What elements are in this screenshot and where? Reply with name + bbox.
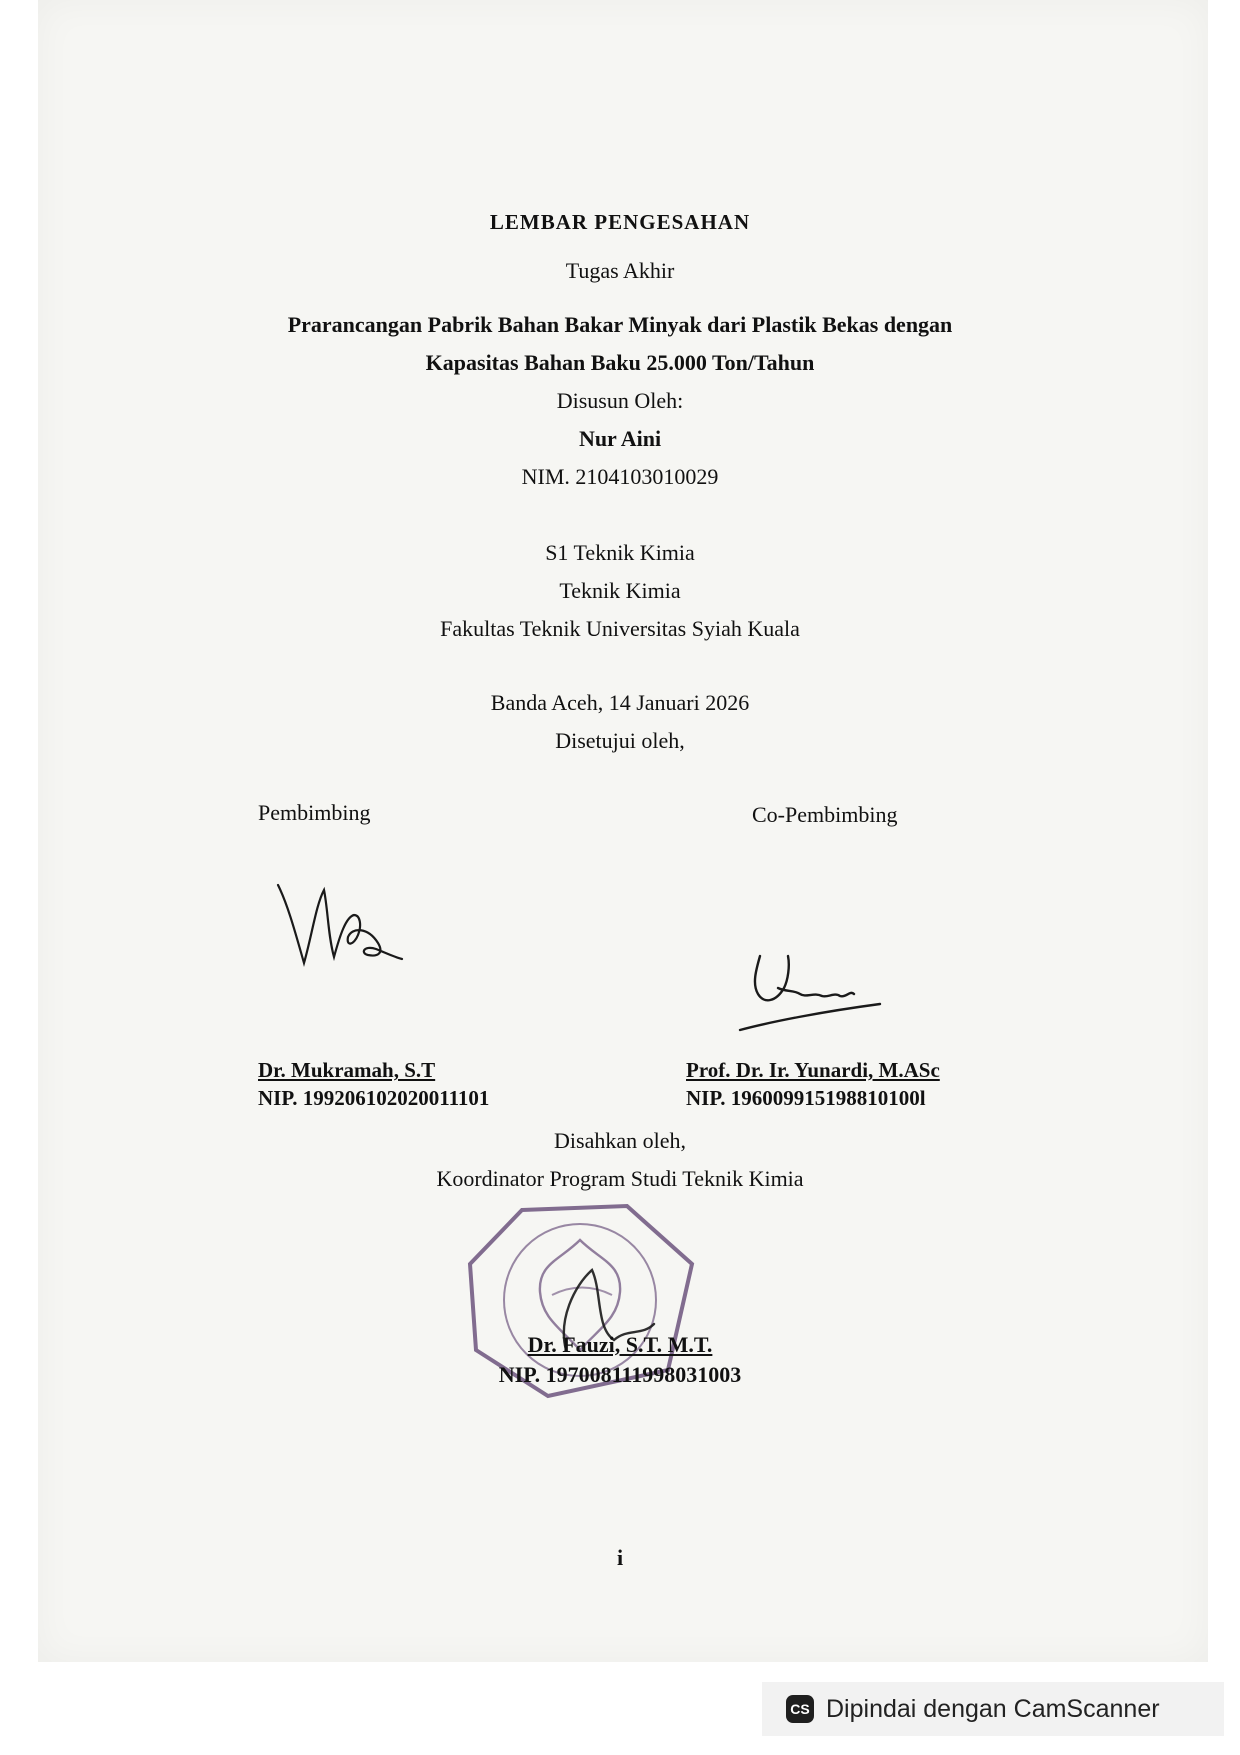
co-supervisor-nip: NIP. 196009915198810100l [686, 1086, 926, 1110]
coordinator-nip: NIP. 197008111998031003 [498, 1362, 742, 1387]
co-supervisor-role: Co-Pembimbing [752, 802, 898, 827]
document-type: Tugas Akhir [565, 258, 675, 283]
supervisor-signature [268, 865, 408, 975]
camscanner-logo-icon: CS [786, 1695, 814, 1723]
author-nim: NIM. 2104103010029 [521, 464, 719, 489]
supervisor-name: Dr. Mukramah, S.T [258, 1058, 436, 1082]
coordinator-role: Koordinator Program Studi Teknik Kimia [436, 1166, 804, 1191]
scanner-watermark [762, 1682, 1224, 1736]
study-program: S1 Teknik Kimia [545, 540, 695, 565]
page-number: i [616, 1545, 624, 1570]
thesis-title-line-1: Prarancangan Pabrik Bahan Bakar Minyak dari Plastik Bekas dengan [287, 312, 953, 337]
supervisor-role: Pembimbing [258, 800, 371, 825]
compiled-by-label: Disusun Oleh: [556, 388, 684, 413]
faculty: Fakultas Teknik Universitas Syiah Kuala [440, 616, 800, 641]
thesis-title-line-2: Kapasitas Bahan Baku 25.000 Ton/Tahun [425, 350, 815, 375]
approved-by-label: Disetujui oleh, [555, 728, 685, 753]
ratified-by-label: Disahkan oleh, [554, 1128, 686, 1153]
co-supervisor-name: Prof. Dr. Ir. Yunardi, M.ASc [686, 1058, 940, 1082]
author-name: Nur Aini [578, 426, 662, 451]
document-heading: LEMBAR PENGESAHAN [489, 210, 751, 234]
co-supervisor-signature [730, 948, 890, 1038]
coordinator-name: Dr. Fauzi, S.T. M.T. [527, 1332, 713, 1357]
scanned-page [38, 0, 1208, 1662]
place-and-date: Banda Aceh, 14 Januari 2026 [490, 690, 750, 715]
department: Teknik Kimia [559, 578, 681, 603]
supervisor-nip: NIP. 199206102020011101 [258, 1086, 490, 1110]
scanner-text: Dipindai dengan CamScanner [826, 1694, 1160, 1723]
